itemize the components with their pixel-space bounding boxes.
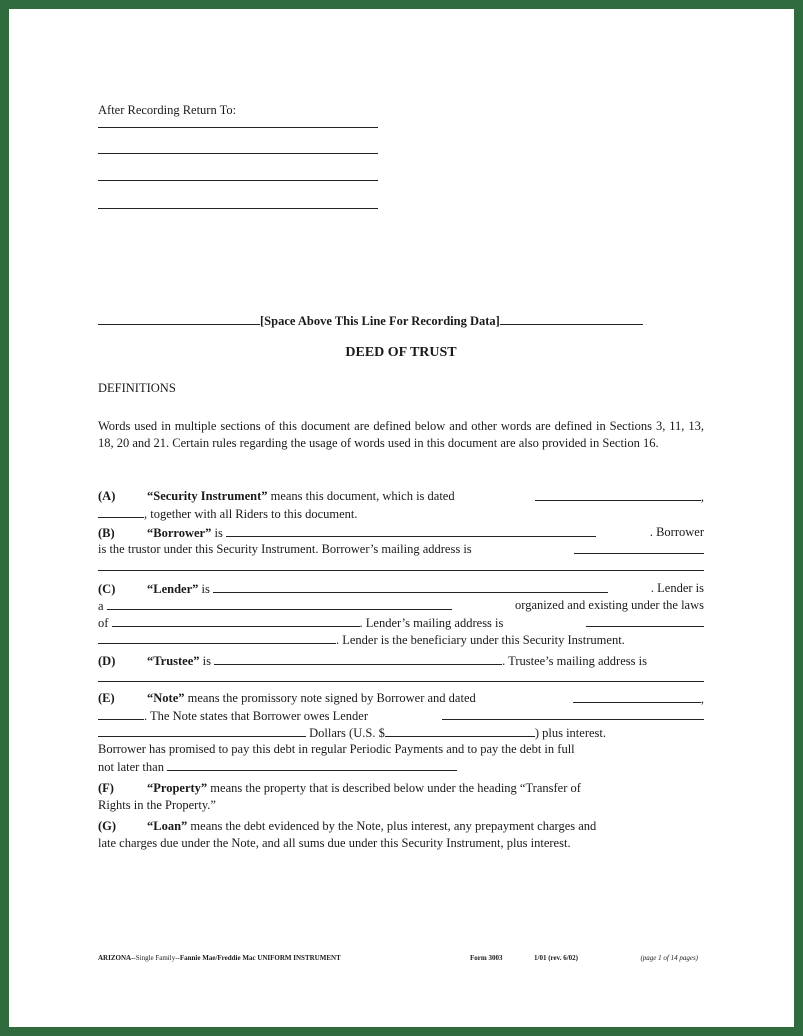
definition-label: (A) — [98, 489, 116, 503]
document-title: DEED OF TRUST — [345, 345, 457, 360]
blank-line — [586, 614, 704, 627]
definition-text: . Lender’s mailing address is — [359, 616, 504, 630]
definition-text: is — [198, 582, 210, 596]
definition-text: means the property that is described below under the heading “Transfer of — [207, 781, 581, 795]
definition-text: . Lender is — [650, 581, 704, 595]
definition-label: (B) — [98, 526, 115, 540]
definitions-heading: DEFINITIONS — [98, 381, 176, 395]
definition-label: (C) — [98, 582, 116, 596]
blank-line — [98, 724, 306, 737]
definition-text: . The Note states that Borrower owes Lender — [144, 709, 369, 723]
return-address-line — [98, 127, 378, 128]
definition-text: . Trustee’s mailing address is — [502, 654, 647, 668]
definition-term: “Trustee” — [147, 654, 200, 668]
definition-text: is — [211, 526, 223, 540]
definition-text: not later than — [98, 760, 164, 774]
definition-text: Rights in the Property.” — [98, 798, 216, 812]
definition-b — [98, 524, 704, 571]
blank-line — [98, 312, 260, 325]
definition-text: means the promissory note signed by Borrower and dated — [184, 691, 476, 705]
definition-text: organized and existing under the laws — [515, 598, 704, 612]
recording-data-note: [Space Above This Line For Recording Data] — [260, 314, 500, 328]
blank-line — [98, 707, 144, 720]
definition-label: (E) — [98, 691, 115, 705]
definition-term: “Lender” — [147, 582, 199, 596]
footer-state: ARIZONA — [98, 954, 132, 962]
blank-line — [112, 614, 360, 627]
recording-data-line — [98, 312, 704, 330]
return-address-line — [98, 208, 378, 209]
blank-line — [226, 524, 596, 537]
definition-term: “Security Instrument” — [147, 489, 268, 503]
definition-text: of — [98, 616, 109, 630]
definition-label: (F) — [98, 781, 114, 795]
definition-text: Borrower has promised to pay this debt in regular Periodic Payments and to pay the debt in full — [98, 742, 575, 756]
blank-line — [107, 597, 452, 610]
definition-text: means this document, which is dated — [267, 489, 455, 503]
definition-label: (D) — [98, 654, 116, 668]
definition-text: . Lender is the beneficiary under this Security Instrument. — [336, 633, 625, 647]
definition-text: late charges due under the Note, and all sums due under this Security Instrument, plus interest. — [98, 836, 571, 850]
blank-line — [442, 707, 704, 720]
page-footer — [98, 950, 704, 967]
footer-form-name: Fannie Mae/Freddie Mac UNIFORM INSTRUMENT — [179, 954, 341, 962]
definition-c — [98, 580, 704, 648]
blank-line — [98, 505, 144, 518]
footer-form-number: Form 3003 — [470, 954, 503, 962]
blank-line — [574, 541, 704, 554]
definition-text: a — [98, 599, 104, 613]
blank-line — [98, 558, 704, 571]
definition-text: is the trustor under this Security Instrument. Borrower’s mailing address is — [98, 542, 472, 556]
definition-g — [98, 818, 704, 852]
definition-term: “Note” — [147, 691, 185, 705]
definition-term: “Loan” — [147, 819, 188, 833]
definition-text: , together with all Riders to this document. — [144, 507, 358, 521]
blank-line — [167, 758, 457, 771]
footer-family: --Single Family-- — [131, 954, 180, 962]
definition-term: “Borrower” — [147, 526, 212, 540]
definitions-intro: Words used in multiple sections of this document are defined below and other words are defined in Sections 3, 11, 13, 18, 20 and 21. Certain rules regarding the usage of words used in this document are also provided in Section 16. — [98, 419, 704, 450]
definition-text: ) plus interest. — [534, 726, 606, 740]
blank-line — [385, 724, 535, 737]
definition-e: (E) “Note” means the promissory note signed by Borrower and dated , . The Note states that Borrower owes Lender Dollars (U.S. $ ) plus interest. Borrower has promised to pay this debt in regular Periodic Payments and to pay the debt in full not later than — [98, 691, 704, 774]
footer-page-number: (page 1 of 14 pages) — [640, 954, 698, 962]
footer-revision: 1/01 (rev. 6/02) — [534, 954, 579, 962]
definition-d — [98, 652, 704, 682]
return-address-line — [98, 153, 378, 154]
blank-line — [214, 652, 502, 665]
blank-line — [573, 690, 701, 703]
definition-text: means the debt evidenced by the Note, plus interest, any prepayment charges and — [187, 819, 597, 833]
definition-text: Dollars (U.S. $ — [309, 726, 385, 740]
blank-line — [213, 580, 608, 593]
definition-text: is — [199, 654, 212, 668]
definition-a: (A) “Security Instrument” means this document, which is dated , , together with all Riders to this document. — [98, 489, 704, 521]
return-address-line — [98, 180, 378, 181]
definition-term: “Property” — [147, 781, 208, 795]
blank-line — [500, 312, 643, 325]
definition-label: (G) — [98, 819, 117, 833]
return-to-label: After Recording Return To: — [98, 103, 237, 117]
definition-f — [98, 780, 704, 814]
blank-line — [98, 631, 336, 644]
blank-line — [98, 669, 704, 682]
definition-text: . Borrower — [649, 525, 704, 539]
blank-line — [535, 488, 701, 501]
